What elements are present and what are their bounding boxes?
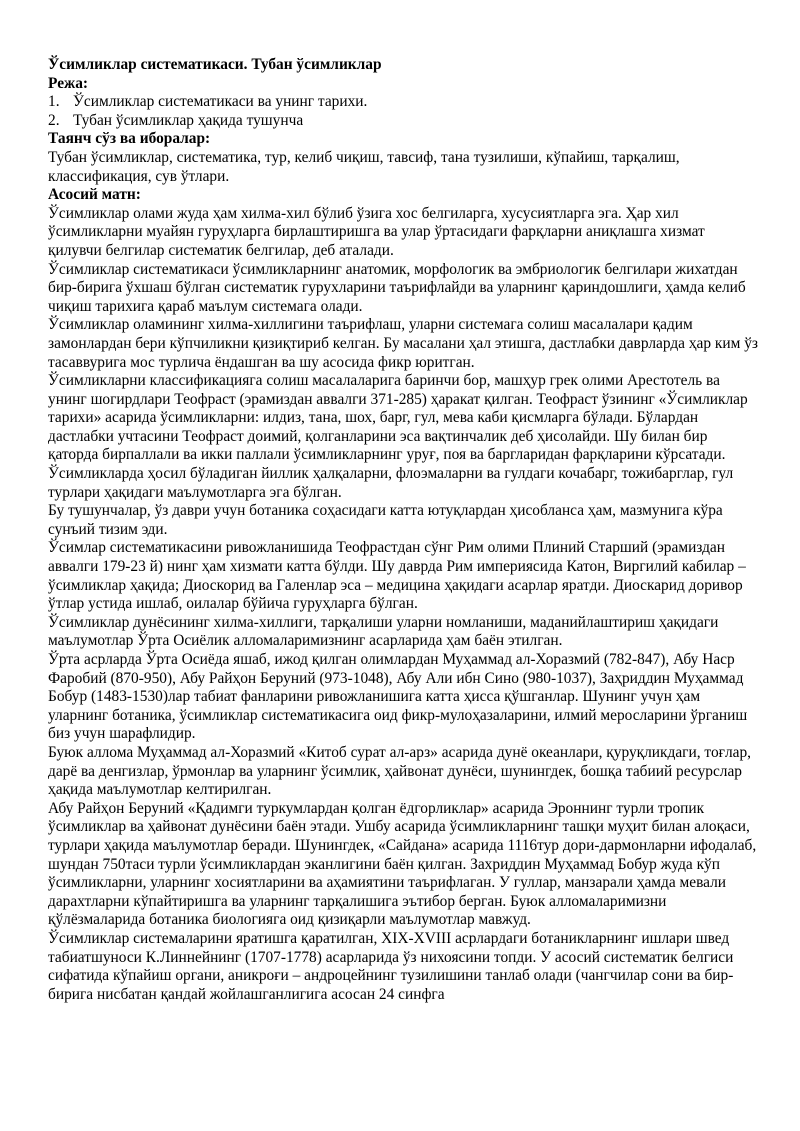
paragraph: Ўсимликлар системаларини яратишга қаратилган, XIX-XVIII асрлардаги ботаникларнинг ишлари швед табиатшуноси К.Линнейнинг (1707-1778) асарларида ўз нихоясини топди. У асосий систематик белгиси сифатида кўпайиш органи, аникроғи – андроцейнинг тузилишини танлаб олади (чангчилар сони ва бир-бирига нисбатан қандай жойлашганлигига асосан 24 синфга — [48, 929, 734, 1003]
paragraph: Ўсимлар систематикасини ривожланишида Теофрастдан сўнг Рим олими Плиний Старший (эрамиздан аввалги 179-23 й) нинг ҳам хизмати катта бўлди. Шу даврда Рим империясида Катон, Виргилий кабилар – ўсимликлар ҳақида; Диоскорид ва Галенлар эса – медицина ҳақидаги асарлар яратди. Диоскарид доривор ўтлар устида ишлаб, оилалар бўйича гуруҳларга бўлган. — [48, 539, 746, 613]
paragraph: Ўсимликларни классификацияга солиш масалаларига баринчи бор, машҳур грек олими Арестотель ва унинг шогирдлари Теофраст (эрамиздан аввалги 371-285) ҳаракат қилган. Теофраст ўзининг «Ўсимликлар тарихи» асарида ўсимликларни: илдиз, тана, шох, барг, гул, мева каби қисмларга бўлади. Бўлардан дастлабки учтасини Теофраст доимий, қолганларини эса вақтинчалик деб ҳисолайди. Шу билан бир қаторда бирпаллали ва икки паллали ўсимликларнинг уруғ, поя ва баргларидан фарқларини кўрсатади. Ўсимликларда ҳосил бўладиган йиллик ҳалқаларни, флоэмаларни ва гулдаги кочабарг, тожибарглар, гул турлари ҳақидаги маълумотларга эга бўлган. — [48, 372, 748, 501]
paragraph: Ўсимликлар оламининг хилма-хиллигини таърифлаш, уларни системага солиш масалалари қадим замонлардан бери кўпчиликни қизиқтириб келган. Бу масалани ҳал этишга, дастлабки даврларда ҳар ким ўз тасаввурига мос турлича ёндашган ва шу асосида фикр юритган. — [48, 316, 758, 371]
paragraph: Ўсимликлар олами жуда ҳам хилма-хил бўлиб ўзига хос белгиларга, хусусиятларга эга. Ҳар хил ўсимликларни муайян гуруҳларга бирлаштиришга ва улар ўртасидаги фарқларни аниқлашга хизмат қилувчи белгилар систематик белгилар, деб аталади. — [48, 204, 705, 259]
paragraph: Буюк аллома Муҳаммад ал-Хоразмий «Китоб сурат ал-арз» асарида дунё океанлари, қуруқликдаги, тоғлар, дарё ва денгизлар, ўрмонлар ва уларнинг ўсимлик, ҳайвонат дунёси, шунингдек, бошқа табиий ресурслар ҳақида маълумотлар келтирилган. — [48, 743, 752, 799]
paragraph: Ўсимликлар систематикаси ўсимликларнинг анатомик, морфологик ва эмбриологик белгилари жихатдан бир-бирига ўхшаш бўлган систематик гурухларини таърифлайди ва уларнинг қариндошлиги, ҳамда келиб чиқиш тарихига қараб маълум системага олади. — [48, 260, 746, 315]
paragraph: Ўрта асрларда Ўрта Осиёда яшаб, ижод қилган олимлардан Муҳаммад ал-Хоразмий (782-847), Абу Наср Фаробий (870-950), Абу Райҳон Беруний (973-1048), Абу Али ибн Сино (980-1037), Заҳриддин Муҳаммад Бобур (1483-1530)лар табиат фанларини ривожланишига катта ҳисса қўшганлар. Шунинг учун ҳам уларнинг ботаника, ўсимликлар систематикасига оид фикр-мулоҳазаларини, илмий меросларини ўрганиш биз учун шарафлидир. — [48, 651, 748, 743]
plan-heading: Режа: — [48, 74, 89, 92]
paragraph: Бу тушунчалар, ўз даври учун ботаника соҳасидаги катта ютуқлардан ҳисобланса ҳам, мазмунига кўра сунъий тизим эди. — [48, 502, 723, 538]
plan-item — [48, 112, 760, 131]
plan-list — [48, 93, 760, 130]
paragraph: Ўсимликлар дунёсининг хилма-хиллиги, тарқалиши уларни номланиши, маданийлаштириш ҳақидаги маълумотлар Ўрта Осиёлик алломаларимизнинг асарларида ҳам баён этилган. — [48, 613, 719, 650]
document-title: Ўсимликлар систематикаси. Тубан ўсимликлар — [48, 56, 382, 73]
plan-item-text: Тубан ўсимликлар ҳақида тушунча — [73, 111, 304, 129]
plan-item — [48, 93, 760, 112]
paragraph: Абу Райҳон Беруний «Қадимги туркумлардан қолган ёдгорликлар» асарида Эроннинг турли тропик ўсимликлар ва ҳайвонат дунёсини баён этади. Ушбу асарида ўсимликларнинг ташқи муҳит билан алоқаси, турлари ҳақида маълумотлар беради. Шунингдек, «Сайдана» асарида 1116тур дори-дармонларни ифодалаб, шундан 750таси турли ўсимликлардан эканлигини баён қилган. Захриддин Муҳаммад Бобур жуда кўп ўсимликларни, уларнинг хосиятларини ва аҳамиятини таърифлаган. У гуллар, манзарали ҳамда мевали дарахтларни кўпайтиришга ва уларнинг тарқалишига эътибор берган. Буюк алломаларимизни қўлёзмаларида ботаника биологияга оид қизиқарли маълумотлар мавжуд. — [48, 799, 757, 929]
plan-item-text: Ўсимликлар систематикаси ва унинг тарихи. — [73, 93, 368, 111]
keywords-text: Тубан ўсимликлар, систематика, тур, келиб чиқиш, тавсиф, тана тузилиши, кўпайиш, тарқалиш, классификация, сув ўтлари. — [48, 148, 680, 185]
plan-item-number: 2. — [48, 111, 60, 129]
document-page — [48, 56, 760, 1004]
plan-item-number: 1. — [48, 93, 60, 111]
keywords-heading: Таянч сўз ва иборалар: — [48, 130, 211, 148]
main-text-heading: Асосий матн: — [48, 186, 141, 204]
